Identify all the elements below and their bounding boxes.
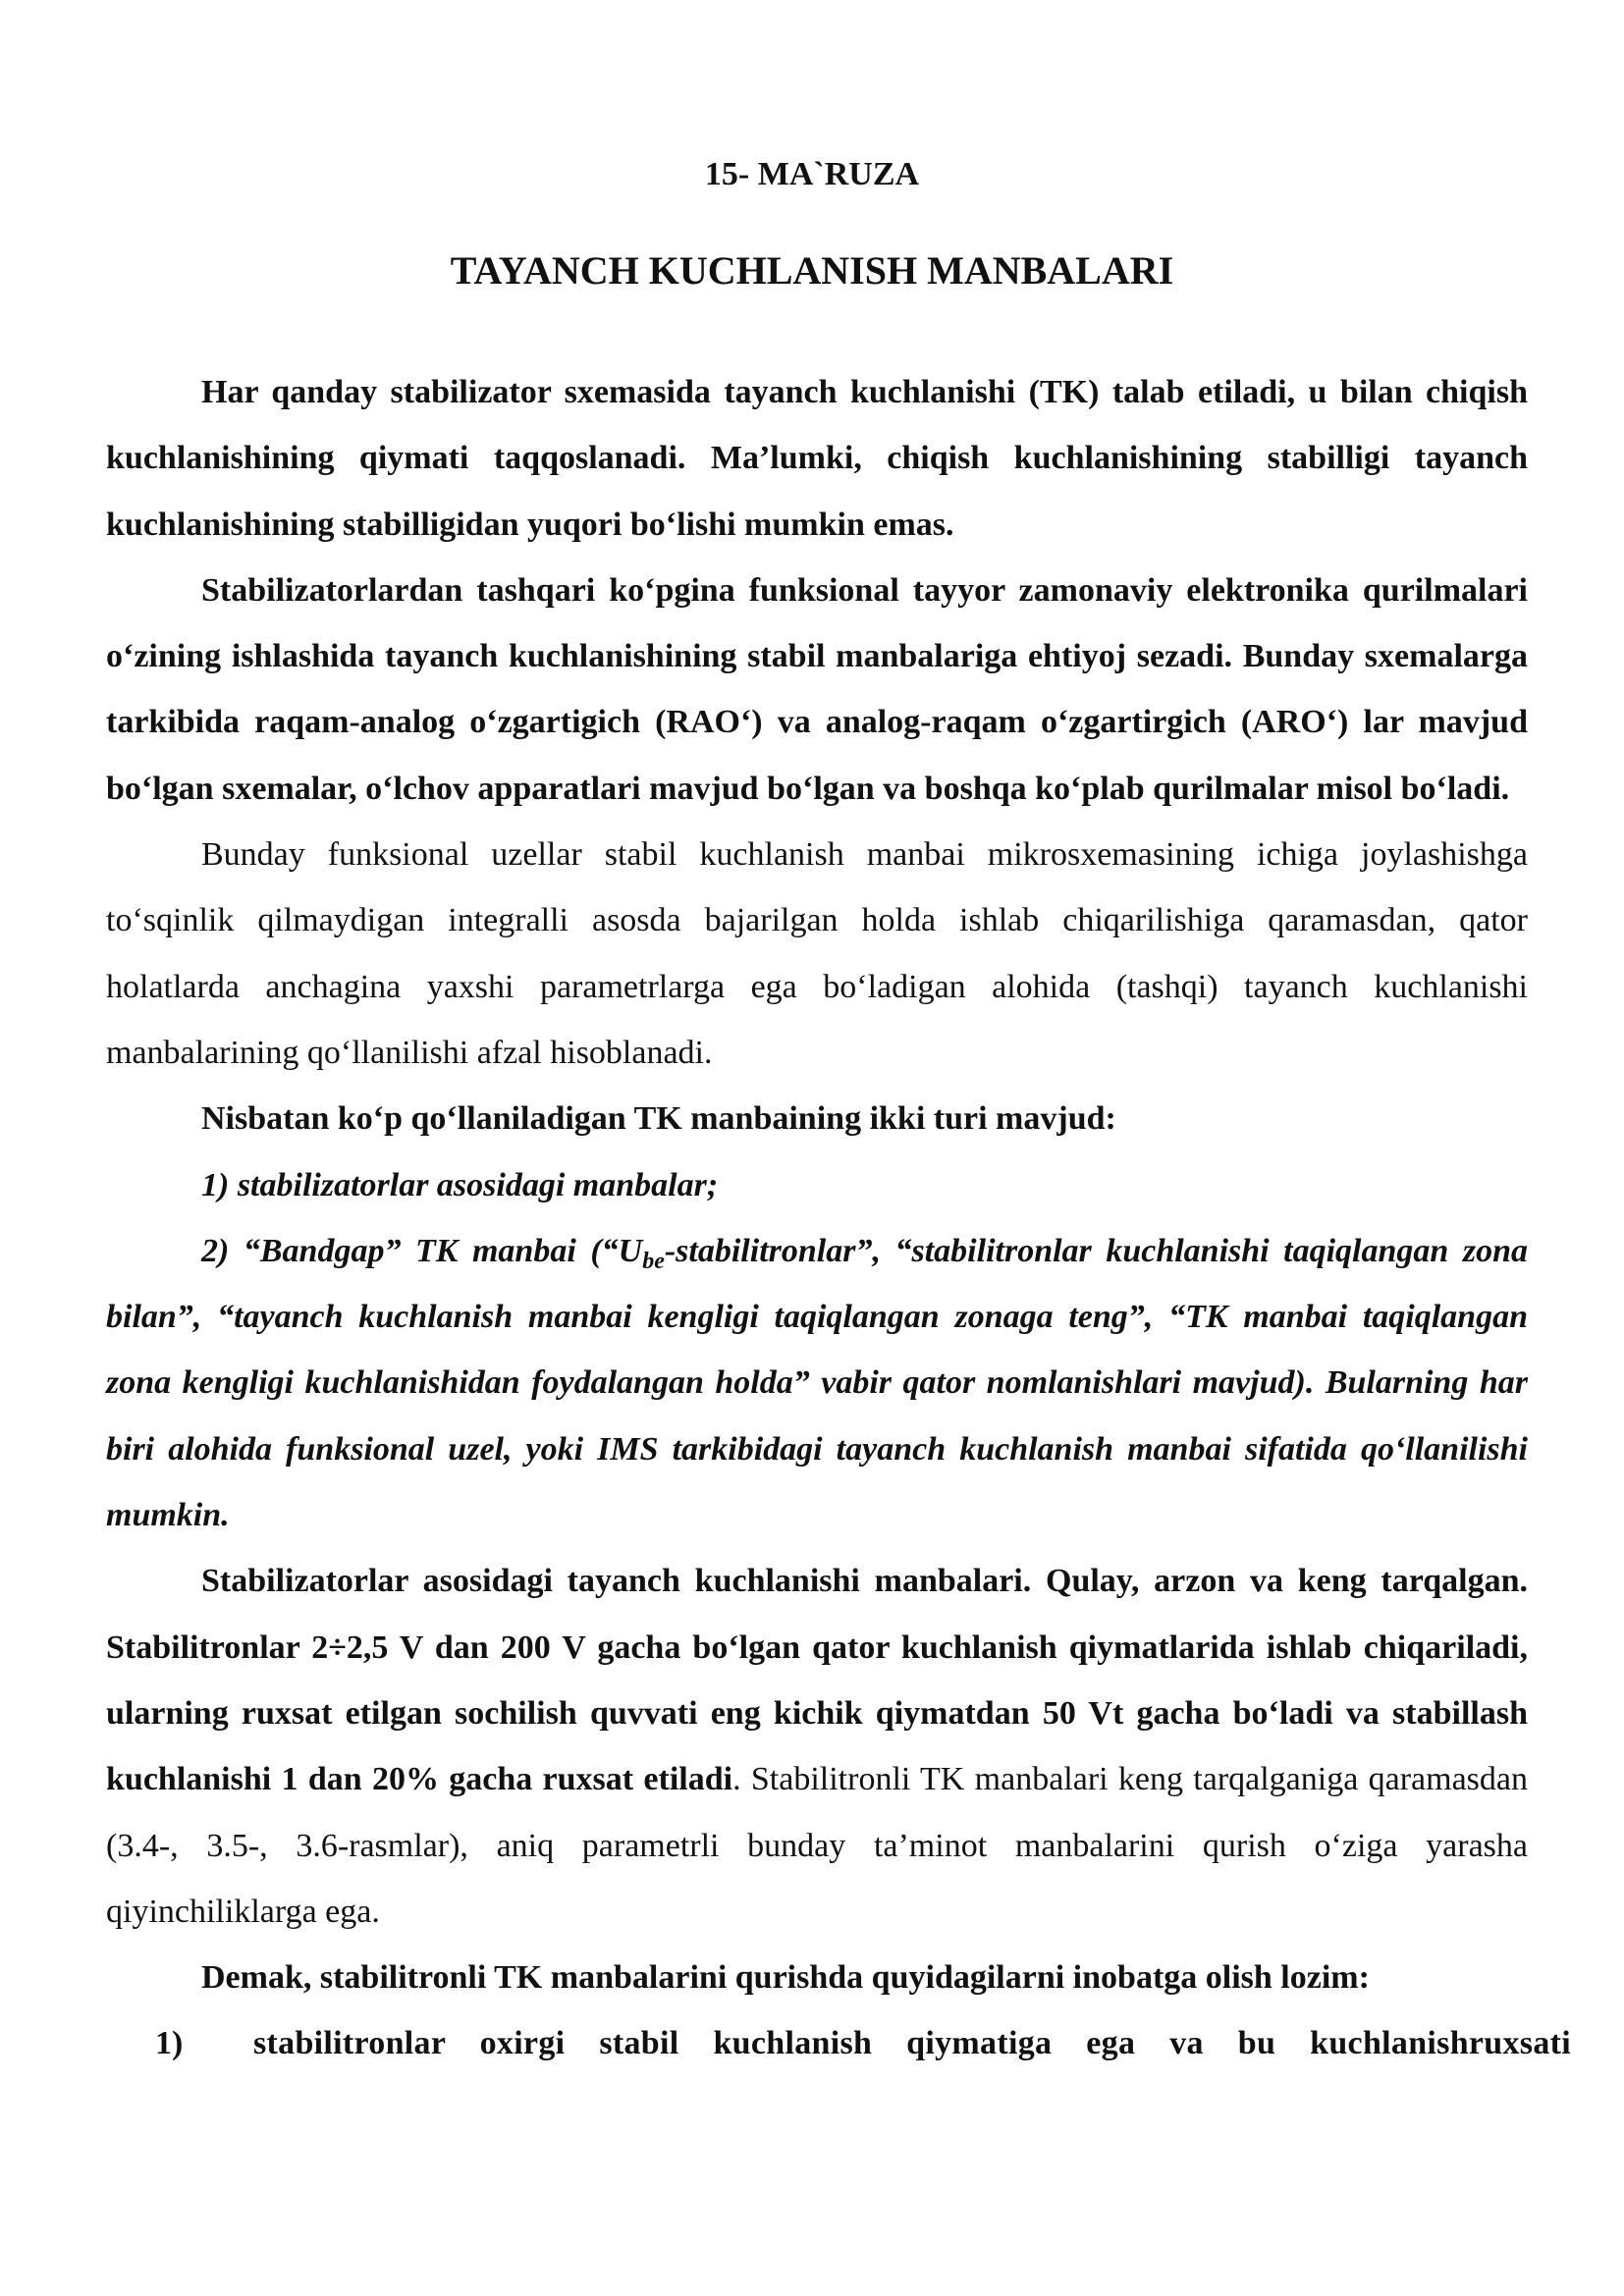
ube-letter: U bbox=[618, 1232, 643, 1269]
list-item-1 bbox=[106, 2010, 1571, 2076]
paragraph-considerations: Demak, stabilitronli TK manbalarini qurishda quyidagilarni inobatga olish lozim: bbox=[201, 1959, 1370, 1997]
paragraph-types-intro: Nisbatan ko‘p qo‘llaniladigan TK manbaining ikki turi mavjud: bbox=[201, 1100, 1116, 1138]
list-type-1: 1) stabilizatorlar asosidagi manbalar; bbox=[201, 1166, 719, 1203]
list-item-1-text: stabilitronlar oxirgi stabil kuchlanish qiymatiga ega va bu kuchlanishruxsati bbox=[253, 2025, 1571, 2062]
lecture-number: 15- MA`RUZA bbox=[704, 156, 920, 192]
paragraph-applications: Stabilizatorlardan tashqari ko‘pgina funksional tayyor zamonaviy elektronika qurilmalari o‘zining ishlashida tayanch kuchlanishining stabil manbalariga ehtiyoj sezadi. Bunday sxemalarga tarkibida raqam-analog o‘zgartigich (RAO‘) va analog-raqam o‘zgartirgich (ARO‘) lar mavjud bo‘lgan sxemalar, o‘lchov apparatlari mavjud bo‘lgan va boshqa ko‘plab qurilmalar misol bo‘ladi. bbox=[106, 571, 1528, 807]
ube-subscript: be bbox=[642, 1248, 665, 1274]
stabilitron-sources-bold: Stabilizatorlar asosidagi tayanch kuchlanishi manbalari. Qulay, arzon va keng tarqalgan. Stabilitronlar 2÷2,5 V dan 200 V gacha bo‘lgan qator kuchlanish qiymatlarida ishlab chiqariladi, ularning ruxsat etilgan sochilish quvvati eng kichik qiymatdan 50 Vt gacha bo‘ladi va stabillash kuchlanishi 1 dan 20% gacha ruxsat etiladi bbox=[106, 1563, 1528, 1798]
type-2-text-rest: -stabilitronlar”, “stabilitronlar kuchlanishi taqiqlangan zona bilan”, “tayanch kuchlanish manbai kengligi taqiqlangan zonaga teng”, “TK manbai taqiqlangan zona kengligi kuchlanishidan foydalangan holda” vabir qator nomlanishlari mavjud). Bularning har biri alohida funksional uzel, yoki IMS tarkibidagi tayanch kuchlanish manbai sifatida qo‘llanilishi mumkin. bbox=[106, 1232, 1528, 1534]
list-item-1-number: 1) bbox=[155, 2025, 184, 2062]
paragraph-intro: Har qanday stabilizator sxemasida tayanch kuchlanishi (TK) talab etiladi, u bilan chiqish kuchlanishining qiymati taqqoslanadi. Ma’lumki, chiqish kuchlanishining stabilligi tayanch kuchlanishining stabilligidan yuqori bo‘lishi mumkin emas. bbox=[106, 374, 1528, 543]
stabilitron-sources-regular: . Stabilitronli TK manbalari keng tarqalganiga qaramasdan (3.4-, 3.5-, 3.6-rasmlar), aniq parametrli bunday ta’minot manbalarini qurish o‘ziga yarasha qiyinchiliklarga ega. bbox=[106, 1761, 1528, 1930]
paragraph-functional-nodes: Bunday funksional uzellar stabil kuchlanish manbai mikrosxemasining ichiga joylashishga to‘sqinlik qilmaydigan integralli asosda bajarilgan holda ishlab chiqarilishiga qaramasdan, qator holatlarda anchagina yaxshi parametrlarga ega bo‘ladigan alohida (tashqi) tayanch kuchlanishi manbalarining qo‘llanilishi afzal hisoblanadi. bbox=[106, 836, 1528, 1071]
list-type-2 bbox=[106, 1218, 1528, 1548]
lecture-title: TAYANCH KUCHLANISH MANBALARI bbox=[450, 248, 1174, 293]
type-2-text-start: 2) “Bandgap” TK manbai (“ bbox=[201, 1232, 619, 1269]
document-body bbox=[106, 359, 1571, 2077]
paragraph-stabilitron-sources bbox=[106, 1548, 1528, 1945]
ube-symbol bbox=[618, 1232, 665, 1274]
